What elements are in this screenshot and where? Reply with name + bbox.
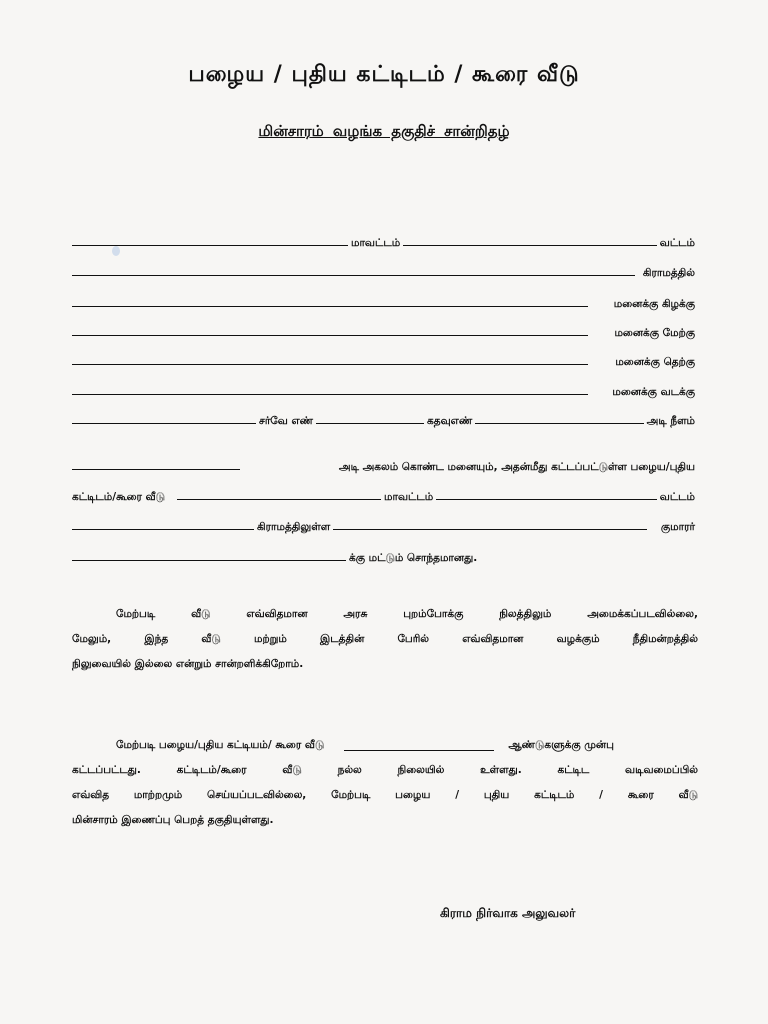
row-district-taluk [72,230,698,250]
blank-taluk2[interactable] [436,499,657,500]
para1-line2: மேலும், இந்த வீடு மற்றும் இடத்தின் பேரில் எவ்விதமான வழக்கும் நீதிமன்றத்தில் [72,633,698,645]
blank-west[interactable] [72,335,588,336]
label-length: அடி நீளம் [646,415,695,427]
label-south: மனைக்கு தெற்கு [615,356,695,368]
blank-taluk[interactable] [403,245,657,246]
declaration-paragraph-2 [72,733,698,833]
label-width: அடி அகலம் கொண்ட மனையும், அதன்மீது கட்டப்பட்டுள்ள பழைய/புதிய [338,461,695,473]
label-son-of: குமாரர் [660,521,695,533]
para1-line3: நிலுவையில் இல்லை என்றும் சான்றளிக்கிறோம். [72,658,304,670]
para2-line1-start: மேற்படி பழைய/புதிய கட்டியம்/ கூரை வீடு [116,739,325,751]
label-building-prefix: கட்டிடம்/கூரை வீடு [72,491,166,503]
blank-son-of[interactable] [333,529,647,530]
blank-years[interactable] [344,750,494,751]
para2-line1 [72,733,698,758]
blank-width[interactable] [72,469,240,470]
row-south [72,349,698,369]
para2-line4: மின்சாரம் இணைப்பு பெறத் தகுதியுள்ளது. [72,814,274,826]
page-title: பழைய / புதிய கட்டிடம் / கூரை வீடு [188,62,580,87]
row-village [72,260,698,280]
label-district2: மாவட்டம் [384,491,434,503]
blank-village-of[interactable] [72,529,254,530]
row-building [72,484,698,504]
blank-door-no[interactable] [316,423,424,424]
label-west: மனைக்கு மேற்கு [614,327,695,339]
blank-survey-no[interactable] [72,423,256,424]
blank-south[interactable] [72,364,588,365]
blank-north[interactable] [72,394,588,395]
label-door-no: கதவுஎண் [427,415,473,427]
label-east: மனைக்கு கிழக்கு [613,298,695,310]
para2-line3: எவ்வித மாற்றமும் செய்யப்படவில்லை, மேற்படி பழைய / புதிய கட்டிடம் / கூரை வீடு [72,789,698,801]
para1-line1: மேற்படி வீடு எவ்விதமான அரசு புறம்போக்கு நிலத்திலும் அமைக்கப்படவில்லை, [116,608,698,620]
row-east [72,291,698,311]
label-village-of: கிராமத்திலுள்ள [257,521,331,533]
blank-district[interactable] [72,245,348,246]
row-width [72,454,698,474]
row-owned [72,545,698,565]
row-west [72,320,698,340]
label-taluk2: வட்டம் [659,491,695,503]
blank-district2[interactable] [177,499,381,500]
blank-length[interactable] [475,423,643,424]
row-village-of [72,514,698,534]
label-owned-only: க்கு மட்டும் சொந்தமானது. [349,552,478,564]
blank-east[interactable] [72,306,588,307]
page-subtitle: மின்சாரம் வழங்க தகுதிச் சான்றிதழ் [258,122,510,140]
row-north [72,379,698,399]
row-survey [72,408,698,428]
declaration-paragraph-1 [72,602,698,677]
label-taluk: வட்டம் [659,237,695,249]
label-village: கிராமத்தில் [642,267,695,279]
blank-village[interactable] [72,275,635,276]
label-district: மாவட்டம் [351,237,401,249]
para2-line2: கட்டப்பட்டது. கட்டிடம்/கூரை வீடு நல்ல நிலையில் உள்ளது. கட்டிட வடிவமைப்பில் [72,764,698,776]
blank-owner[interactable] [72,560,346,561]
label-north: மனைக்கு வடக்கு [612,386,695,398]
signature-label: கிராம நிர்வாக அலுவலர் [440,906,576,920]
para2-line1-end: ஆண்டுகளுக்கு முன்பு [508,739,614,751]
label-survey-no: சர்வே எண் [259,415,314,427]
